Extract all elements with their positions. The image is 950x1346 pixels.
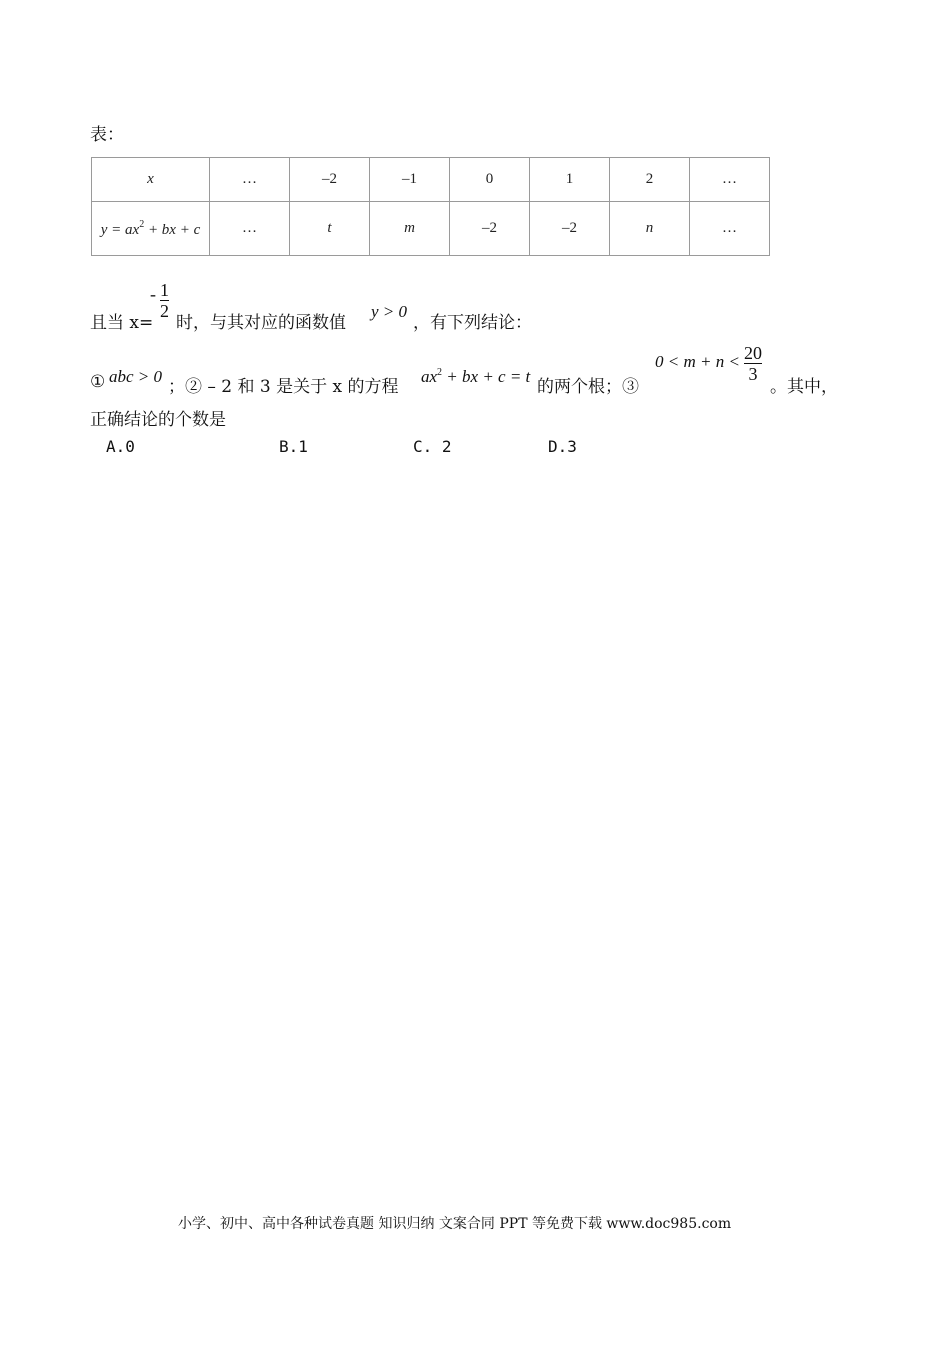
equation-rest: + bx + c = t [442,367,531,386]
table-row-x [92,158,770,202]
inequality: 0 < m + n < [655,352,740,371]
option-b: B.1 [279,437,308,456]
option-d: D.3 [548,437,577,456]
conclusion-1-expr: abc > 0 [109,367,163,386]
fraction-denominator: 3 [748,364,758,384]
value-table [91,157,770,256]
footer-text: 小学、初中、高中各种试卷真题 知识归纳 文案合同 PPT 等免费下载 www.doc985.com [178,1216,732,1232]
conclusion-1-mark: ① [90,372,106,392]
fraction-numerator: 20 [744,343,762,363]
fraction-one-half [160,280,169,321]
fraction-denominator: 2 [160,301,169,321]
table-cell: –2 [530,202,610,256]
conclusion-2-text: ；② – 2 和 3 是关于 x 的方程 [168,377,399,397]
table-cell: –2 [290,158,370,202]
table-intro-label: 表： [90,125,124,145]
line1-prefix: 且当 x= [90,313,154,333]
table-cell: x [92,158,210,202]
line1-neg: - [150,284,156,304]
table-cell: –2 [450,202,530,256]
option-c: C. 2 [413,437,452,456]
fraction-numerator: 1 [160,280,169,300]
equation [421,367,530,387]
row-label-y: y = ax [100,221,140,238]
table-cell: 0 [450,158,530,202]
table-cell: … [210,202,290,256]
table-cell: … [210,158,290,202]
row-label-sup: 2 [139,218,145,230]
equation-sup: 2 [437,367,443,378]
line1-condition: y > 0 [371,302,408,321]
conclusion-3-text: 的两个根；③ [537,377,639,397]
table-cell: … [690,158,770,202]
table-cell: 2 [610,158,690,202]
line2-tail: 。其中， [770,377,838,397]
option-a: A.0 [106,437,135,456]
table-cell: n [610,202,690,256]
table-cell: –1 [370,158,450,202]
line1-suffix: ，有下列结论： [413,313,532,333]
table-cell: m [370,202,450,256]
line1-middle: 时，与其对应的函数值 [176,313,346,333]
table-cell: … [690,202,770,256]
equation-a: ax [421,367,438,386]
table-row-y [92,202,770,256]
fraction-twenty-thirds [744,343,762,384]
question-text: 正确结论的个数是 [90,410,226,430]
table-cell: t [290,202,370,256]
row-label-rest: + bx + c [144,221,201,238]
table-row-label [92,202,210,256]
table-cell: 1 [530,158,610,202]
